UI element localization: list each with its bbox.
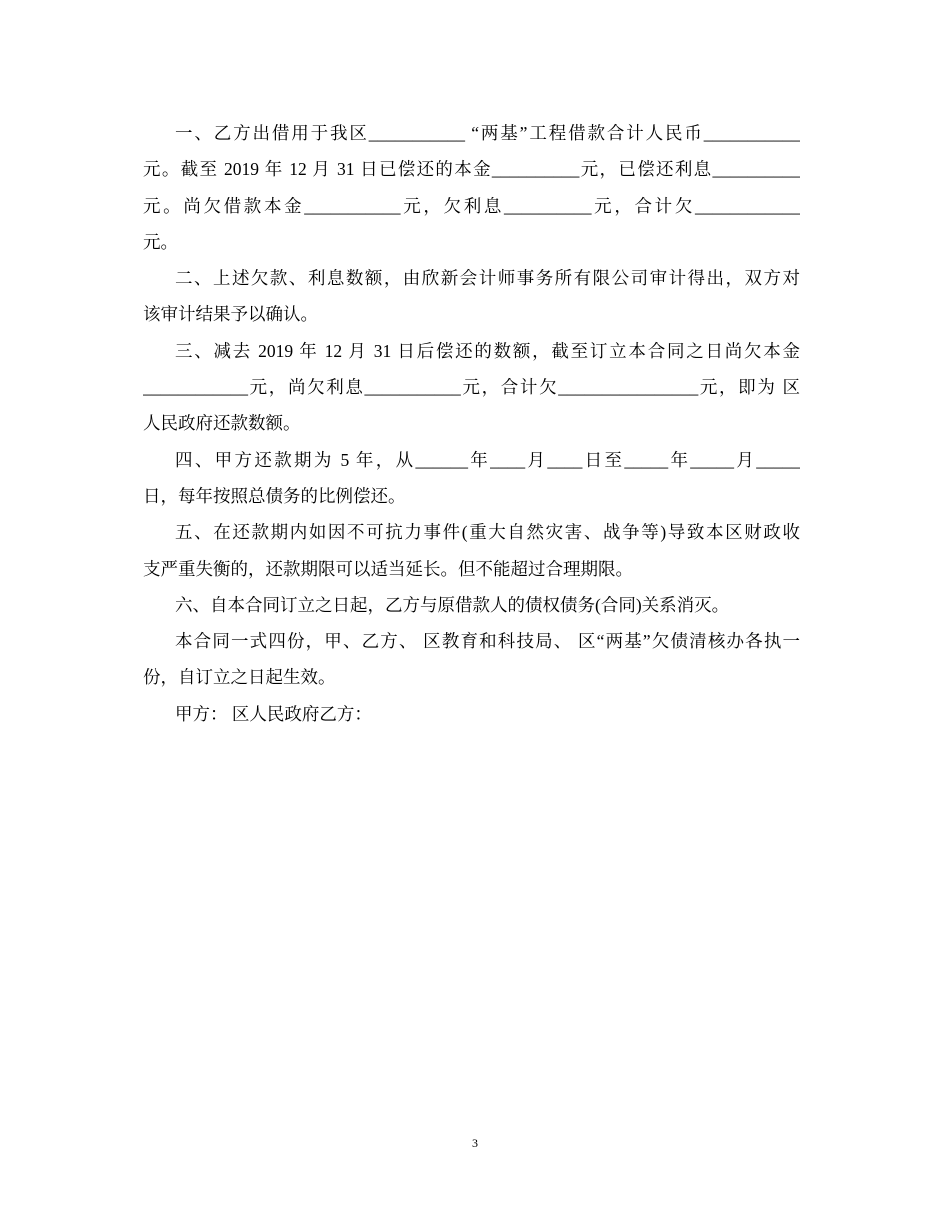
clause-3-line-1: 三、减去 2019 年 12 月 31 日后偿还的数额，截至订立本合同之日尚欠本金 — [175, 340, 800, 361]
clause-1-line-2: 元。截至 2019 年 12 月 31 日已偿还的本金__________元，已偿还利息__________ — [143, 159, 800, 180]
contract-body — [143, 115, 800, 732]
clause-5-force-majeure — [143, 514, 800, 587]
clause-2-line-1: 二、上述欠款、利息数额，由欣新会计师事务所有限公司审计得出，双方对 — [175, 268, 800, 289]
clause-3-line-3: 人民政府还款数额。 — [143, 413, 301, 434]
clause-6-termination — [143, 587, 800, 623]
copies-line-2: 份，自订立之日起生效。 — [143, 667, 336, 688]
clause-3-line-2: ____________元，尚欠利息___________元，合计欠________________元，即为 区 — [143, 377, 800, 398]
clause-2-line-2: 该审计结果予以确认。 — [143, 304, 318, 325]
clause-copies-and-effect — [143, 623, 800, 696]
clause-4-repayment-period — [143, 442, 800, 515]
clause-2-audit — [143, 260, 800, 333]
signature-parties — [143, 696, 800, 732]
clause-1-line-1: 一、乙方出借用于我区___________ “两基”工程借款合计人民币___________ — [175, 123, 800, 143]
clause-5-line-1: 五、在还款期内如因不可抗力事件(重大自然灾害、战争等)导致本区财政收 — [175, 522, 800, 543]
clause-3-outstanding-balance — [143, 333, 800, 442]
clause-1-line-3: 元。尚欠借款本金___________元，欠利息__________元，合计欠____________ — [143, 195, 800, 216]
clause-5-line-2: 支严重失衡的，还款期限可以适当延长。但不能超过合理期限。 — [143, 558, 633, 579]
copies-line-1: 本合同一式四份，甲、乙方、 区教育和科技局、 区“两基”欠债清核办各执一 — [175, 631, 800, 652]
page-number: 3 — [472, 1136, 478, 1150]
clause-1-loan-amount — [143, 115, 800, 260]
clause-1-line-4: 元。 — [143, 231, 178, 252]
clause-4-line-1: 四、甲方还款期为 5 年，从______年____月____日至_____年_____月_____ — [175, 449, 800, 470]
clause-6-line-1: 六、自本合同订立之日起，乙方与原借款人的债权债务(合同)关系消灭。 — [175, 594, 730, 615]
signature-line: 甲方： 区人民政府乙方： — [175, 703, 372, 724]
clause-4-line-2: 日，每年按照总债务的比例偿还。 — [143, 485, 406, 506]
